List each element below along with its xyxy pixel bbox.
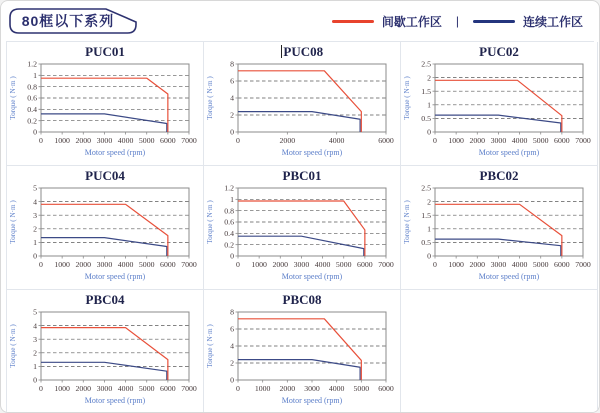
chart-cell-PBC04 [7,290,204,413]
x-tick-label: 2000 [75,136,92,145]
torque-speed-plot-PUC01 [7,59,203,163]
chart-cell-PBC08 [204,290,401,413]
x-tick-label: 5000 [138,136,155,145]
x-tick-label: 4000 [328,136,345,145]
y-tick-label: 4 [33,321,37,331]
x-tick-label: 1000 [54,260,70,269]
y-tick-label: 0.2 [224,240,234,250]
x-tick-label: 1000 [448,136,464,145]
intermittent-curve [41,204,168,256]
intermittent-line-swatch [332,20,374,23]
continuous-curve [435,239,561,256]
x-axis-label: Motor speed (rpm) [281,272,343,281]
y-tick-label: 1 [427,100,431,110]
series-badge [9,8,137,34]
chart-title-PBC02 [480,168,519,183]
y-tick-label: 1 [427,224,431,234]
x-tick-label: 2000 [75,384,92,393]
x-tick-label: 3000 [490,136,507,145]
y-tick-label: 0.4 [27,105,37,115]
x-tick-label: 0 [236,260,240,269]
y-tick-label: 4 [33,197,37,207]
x-tick-label: 1000 [251,260,267,269]
chart-cell-PBC02 [401,166,598,290]
x-tick-label: 4000 [117,260,134,269]
chart-cell-PBC01 [204,166,401,290]
x-tick-label: 5000 [532,136,549,145]
y-tick-label: 0.5 [421,238,431,248]
x-tick-label: 4000 [511,136,528,145]
y-tick-label: 2 [33,348,37,358]
y-tick-label: 2 [230,358,234,368]
y-tick-label: 0 [33,127,37,137]
y-tick-label: 0 [230,375,234,385]
chart-title-PUC04 [85,168,125,183]
chart-cell-PUC02 [401,42,598,166]
y-tick-label: 2 [33,224,37,234]
x-axis-label: Motor speed (rpm) [84,272,146,281]
x-tick-label: 6000 [357,260,373,269]
chart-title-text: PBC02 [479,168,519,183]
continuous-line-swatch [473,20,515,23]
y-tick-label: 3 [33,334,37,344]
y-tick-label: 4 [230,341,234,351]
plot-border [41,312,189,380]
x-tick-label: 5000 [335,260,352,269]
x-tick-label: 1000 [54,384,70,393]
y-tick-label: 2 [230,110,234,120]
x-tick-label: 6000 [378,136,394,145]
chart-title-text: PUC08 [283,44,324,59]
x-tick-label: 7000 [181,384,197,393]
plot-border [435,64,583,132]
x-tick-label: 2000 [75,260,92,269]
y-axis-label: Torque ( N·m ) [9,76,17,120]
y-tick-label: 1 [33,362,37,372]
chart-title-text: PBC04 [85,292,125,307]
chart-title-text: PBC01 [282,168,322,183]
continuous-curve [435,115,561,132]
chart-title-text: PBC08 [282,292,322,307]
x-tick-label: 0 [433,136,437,145]
x-tick-label: 5000 [532,260,549,269]
continuous-curve [41,114,167,132]
y-tick-label: 1.5 [421,210,431,220]
chart-title-text: PUC02 [479,44,519,59]
x-tick-label: 6000 [160,136,176,145]
torque-speed-plot-PBC02 [401,183,597,287]
continuous-curve [41,362,167,380]
x-axis-label: Motor speed (rpm) [478,272,540,281]
chart-title-text: PUC04 [85,168,125,183]
x-tick-label: 4000 [328,384,345,393]
x-tick-label: 2000 [469,136,486,145]
y-tick-label: 5 [33,183,37,193]
y-tick-label: 5 [33,307,37,317]
y-tick-label: 6 [230,76,234,86]
x-tick-label: 3000 [490,260,507,269]
chart-title-PUC08 [281,44,323,59]
intermittent-curve [238,71,361,132]
intermittent-curve [435,204,562,256]
x-tick-label: 6000 [554,260,570,269]
y-tick-label: 0 [230,127,234,137]
x-axis-label: Motor speed (rpm) [478,148,540,157]
torque-speed-plot-PUC04 [7,183,203,287]
chart-cell-PUC04 [7,166,204,290]
x-tick-label: 0 [433,260,437,269]
x-axis-label: Motor speed (rpm) [84,148,146,157]
x-tick-label: 2000 [272,260,289,269]
y-tick-label: 1 [33,71,37,81]
x-tick-label: 0 [39,260,43,269]
x-tick-label: 7000 [575,136,591,145]
intermittent-curve [41,328,168,380]
x-tick-label: 4000 [314,260,331,269]
chart-title-PBC04 [86,292,125,307]
page-title: 80框以下系列 [21,13,115,29]
y-axis-label: Torque ( N·m ) [9,324,17,368]
x-tick-label: 1000 [448,260,464,269]
empty-cell [401,290,598,413]
y-tick-label: 8 [230,59,234,69]
x-tick-label: 5000 [353,384,370,393]
x-tick-label: 0 [236,384,240,393]
y-tick-label: 0 [427,251,431,261]
y-tick-label: 2 [427,197,431,207]
intermittent-curve [238,201,365,256]
x-tick-label: 7000 [181,260,197,269]
y-tick-label: 0 [230,251,234,261]
x-tick-label: 1000 [54,136,70,145]
y-tick-label: 1 [230,195,234,205]
x-tick-label: 7000 [575,260,591,269]
y-tick-label: 0 [33,375,37,385]
y-tick-label: 2.5 [421,59,431,69]
torque-speed-plot-PUC08 [204,59,400,163]
chart-cell-PUC08 [204,42,401,166]
charts-grid [6,41,594,413]
y-tick-label: 6 [230,324,234,334]
intermittent-curve [435,80,562,132]
text-cursor [281,45,283,58]
y-tick-label: 0.5 [421,114,431,124]
x-tick-label: 0 [39,136,43,145]
y-tick-label: 0 [427,127,431,137]
x-tick-label: 0 [236,136,240,145]
y-tick-label: 1.2 [27,59,37,69]
y-axis-label: Torque ( N·m ) [206,324,214,368]
x-tick-label: 2000 [469,260,486,269]
x-tick-label: 7000 [181,136,197,145]
x-tick-label: 6000 [160,384,176,393]
y-axis-label: Torque ( N·m ) [403,76,411,120]
y-tick-label: 0.2 [27,116,37,126]
x-tick-label: 4000 [117,384,134,393]
y-tick-label: 0.6 [27,93,37,103]
y-tick-label: 0 [33,251,37,261]
x-axis-label: Motor speed (rpm) [281,148,343,157]
x-tick-label: 2000 [279,384,296,393]
chart-cell-PUC01 [7,42,204,166]
x-tick-label: 2000 [279,136,296,145]
x-tick-label: 3000 [96,136,113,145]
intermittent-curve [238,319,361,380]
y-tick-label: 1 [33,238,37,248]
x-axis-label: Motor speed (rpm) [84,396,146,405]
continuous-curve [238,236,364,256]
legend-label-intermittent: 间歇工作区 [381,14,442,29]
y-axis-label: Torque ( N·m ) [206,200,214,244]
chart-title-PBC01 [283,168,322,183]
x-tick-label: 6000 [378,384,394,393]
x-axis-label: Motor speed (rpm) [281,396,343,405]
y-tick-label: 4 [230,93,234,103]
x-tick-label: 3000 [96,384,113,393]
plot-border [41,188,189,256]
x-tick-label: 6000 [160,260,176,269]
intermittent-curve [41,78,168,132]
x-tick-label: 4000 [117,136,134,145]
y-axis-label: Torque ( N·m ) [403,200,411,244]
torque-speed-plot-PUC02 [401,59,597,163]
chart-title-PUC02 [479,44,519,59]
legend [332,13,589,30]
y-axis-label: Torque ( N·m ) [9,200,17,244]
torque-speed-plot-PBC08 [204,307,400,411]
x-tick-label: 5000 [138,260,155,269]
x-tick-label: 3000 [96,260,113,269]
chart-title-text: PUC01 [85,44,125,59]
header [1,1,599,41]
x-tick-label: 7000 [378,260,394,269]
y-tick-label: 0.8 [27,82,37,92]
y-tick-label: 0.6 [224,217,234,227]
x-tick-label: 0 [39,384,43,393]
x-tick-label: 1000 [254,384,271,393]
y-tick-label: 8 [230,307,234,317]
y-tick-label: 0.4 [224,229,234,239]
x-tick-label: 4000 [511,260,528,269]
legend-label-continuous: 连续工作区 [522,14,583,29]
y-tick-label: 3 [33,210,37,220]
torque-speed-plot-PBC04 [7,307,203,411]
x-tick-label: 5000 [138,384,155,393]
y-tick-label: 2.5 [421,183,431,193]
chart-title-PUC01 [85,44,125,59]
y-tick-label: 1.5 [421,86,431,96]
x-tick-label: 3000 [293,260,310,269]
x-tick-label: 3000 [304,384,320,393]
y-tick-label: 1.2 [224,183,234,193]
y-axis-label: Torque ( N·m ) [206,76,214,120]
continuous-curve [41,238,167,256]
torque-speed-plot-PBC01 [204,183,400,287]
y-tick-label: 2 [427,73,431,83]
x-tick-label: 6000 [554,136,570,145]
y-tick-label: 0.8 [224,206,234,216]
chart-title-PBC08 [283,292,322,307]
legend-divider: | [455,14,459,28]
